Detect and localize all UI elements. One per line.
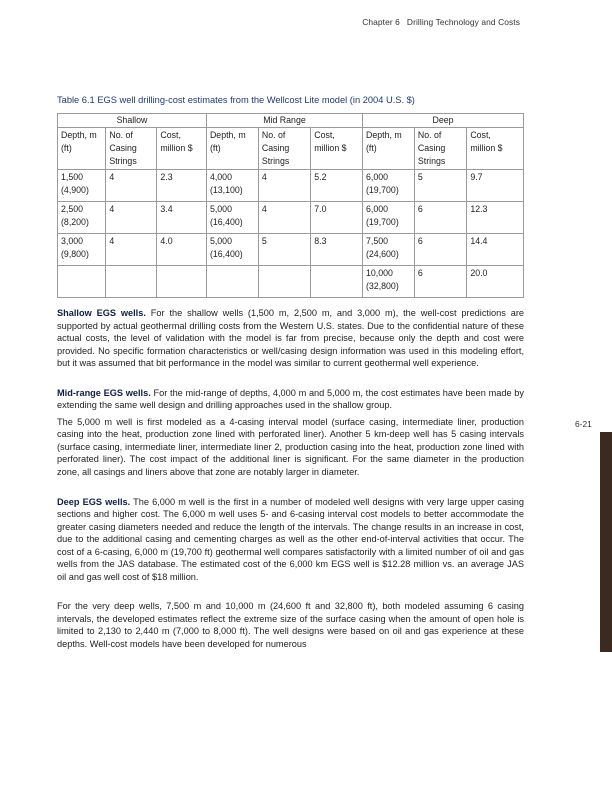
column-header-line: No. of	[417, 130, 442, 140]
column-header	[311, 128, 363, 170]
well-cost-table	[57, 113, 524, 298]
table-cell-line: 6	[417, 236, 423, 247]
table-cell-line: (8,200)	[61, 217, 89, 228]
table-cell	[157, 202, 207, 234]
table-cell-line: 5,000	[209, 204, 232, 215]
table-cell	[258, 234, 310, 266]
body-paragraph	[57, 600, 524, 650]
table-cell-line: 2.3	[160, 172, 173, 183]
column-header-line: Casing	[261, 142, 290, 153]
table-cell-line: 4	[109, 204, 115, 215]
column-header	[58, 128, 106, 170]
table-cell-line: 10,000	[365, 268, 393, 279]
column-header-line: million $	[314, 142, 347, 153]
table-caption: Table 6.1 EGS well drilling-cost estimates from the Wellcost Lite model (in 2004 U.S. $)	[57, 95, 415, 105]
paragraph-text: The 5,000 m well is first modeled as a 4-casing interval model (surface casing, intermediate liner, production casing into the heat, production zone lined with perforated liner). Another 5 km-deep well has 5 casing intervals (surface casing, intermediate liner, intermediate liner 2, production casing into the heat, production zone lined with perforated liner). The cost impact of the additional liner is significant. For the same diameter in the production zone, all casings and liners above that zone are notably larger in diameter.	[57, 416, 524, 478]
column-header	[362, 128, 414, 170]
column-header	[106, 128, 157, 170]
table-cell-line: (19,700)	[365, 217, 399, 228]
table-cell	[206, 266, 258, 298]
table-cell-line: (19,700)	[365, 185, 399, 196]
table-cell	[157, 234, 207, 266]
table-cell	[467, 202, 524, 234]
paragraph-text: For the shallow wells (1,500 m, 2,500 m, and 3,000 m), the well-cost predictions are supported by actual geothermal drilling costs from the Western U.S. states. Due to the confidential nature of these actual costs, the level of validation with the model is far from precise, because only the depth and cost were provided. No specific formation characteristics or well/casing design information was used in this modeling effort, but it was assumed that bit performance in the model was similar to current geothermal well experience.	[57, 308, 524, 369]
body-paragraph	[57, 416, 524, 479]
table-cell-line: 14.4	[470, 236, 488, 247]
table-cell	[58, 234, 106, 266]
table-cell-line: 5	[417, 172, 423, 183]
table-cell-line: 3,000	[61, 236, 84, 247]
table-cell	[258, 266, 310, 298]
column-header	[258, 128, 310, 170]
table-cell-line: 6,000	[365, 172, 388, 183]
table-cell-line: 7,500	[365, 236, 388, 247]
table-cell	[311, 234, 363, 266]
table-cell	[414, 266, 466, 298]
table-cell	[311, 170, 363, 202]
table-cell-line: 12.3	[470, 204, 488, 215]
column-header-line: Depth, m	[209, 130, 246, 140]
table-cell	[157, 266, 207, 298]
table-cell-line: (13,100)	[209, 185, 243, 196]
table-cell	[362, 266, 414, 298]
table-cell-line: 9.7	[470, 172, 483, 183]
table-row	[58, 170, 524, 202]
column-header-line: (ft)	[365, 142, 377, 153]
column-header-line: (ft)	[61, 142, 72, 153]
table-cell	[311, 202, 363, 234]
table-cell	[258, 202, 310, 234]
group-header-deep: Deep	[362, 114, 523, 128]
table-row	[58, 266, 524, 298]
table-cell	[206, 234, 258, 266]
column-header	[206, 128, 258, 170]
table-row	[58, 234, 524, 266]
column-header-line: No. of	[261, 130, 286, 140]
table-cell	[467, 170, 524, 202]
table-cell-line: (24,600)	[365, 249, 399, 260]
table-cell-line: 2,500	[61, 204, 84, 215]
table-cell	[414, 234, 466, 266]
table-cell	[58, 202, 106, 234]
table-cell	[106, 266, 157, 298]
table-cell-line: 1,500	[61, 172, 84, 183]
table-cell	[467, 266, 524, 298]
table-row	[58, 202, 524, 234]
body-paragraph	[57, 387, 524, 412]
table-cell	[58, 266, 106, 298]
paragraph-lead-in: Deep EGS wells.	[57, 496, 131, 507]
column-header-line: Depth, m	[365, 130, 402, 140]
table-cell-line: 5.2	[314, 172, 327, 183]
column-header-line: million $	[160, 142, 193, 153]
table-cell	[106, 202, 157, 234]
table-cell-line: 20.0	[470, 268, 488, 279]
table-cell-line: 4	[109, 172, 115, 183]
paragraph-text: The 6,000 m well is the first in a number of modeled well designs with very large upper casing sections and higher cost. The 6,000 m well uses 5- and 6-casing interval cost models to better accommodate the greater casing diameters needed and reduce the length of the intervals. The change results in an increase in cost, due to the additional casing and cementing charges as well as the other end-of-interval activities that occur. The cost of a 6-casing, 6,000 m (19,700 ft) geothermal well compares satisfactorily with a limited number of oil and gas wells from the JAS database. The estimated cost of the 6,000 km EGS well is $12.28 million vs. an average JAS oil and gas well cost of $18 million.	[57, 496, 524, 582]
table-cell-line: 6	[417, 268, 423, 279]
table-cell	[157, 170, 207, 202]
chapter-label: Chapter 6	[362, 17, 400, 27]
column-header-line: Strings	[261, 155, 290, 166]
body-paragraph	[57, 307, 524, 370]
table-cell-line: 6	[417, 204, 423, 215]
table-cell	[467, 234, 524, 266]
body-paragraph	[57, 496, 524, 584]
column-header-line: Casing	[417, 142, 446, 153]
running-head	[362, 17, 520, 27]
paragraph-lead-in: Mid-range EGS wells.	[57, 387, 151, 398]
page-number: 6-21	[575, 419, 592, 429]
table-cell	[311, 266, 363, 298]
table-cell-line: 4,000	[209, 172, 232, 183]
table-cell-line: (16,400)	[209, 249, 243, 260]
column-header	[414, 128, 466, 170]
table-cell	[258, 170, 310, 202]
table-cell	[362, 202, 414, 234]
table-cell-line: (16,400)	[209, 217, 243, 228]
table-cell-line: 5	[261, 236, 267, 247]
column-header-line: Strings	[417, 155, 446, 166]
paragraph-text: For the mid-range of depths, 4,000 m and 5,000 m, the cost estimates have been made by extending the same well design and drilling approaches used in the shallow group.	[57, 387, 524, 411]
column-header-line: million $	[470, 142, 503, 153]
column-header	[157, 128, 207, 170]
table-cell-line: (4,900)	[61, 185, 89, 196]
table-group-header-row	[58, 114, 524, 128]
table-cell-line: (9,800)	[61, 249, 89, 260]
column-header-line: Depth, m	[61, 130, 97, 140]
table-cell-line: 4	[261, 204, 267, 215]
table-cell	[362, 234, 414, 266]
table-cell-line: (32,800)	[365, 281, 399, 292]
table-cell	[362, 170, 414, 202]
table-cell-line: 4.0	[160, 236, 173, 247]
chapter-title: Drilling Technology and Costs	[406, 17, 520, 27]
column-header-line: Cost,	[314, 130, 335, 140]
column-header-line: Cost,	[160, 130, 181, 140]
table-cell-line: 7.0	[314, 204, 327, 215]
table-cell-line: 8.3	[314, 236, 327, 247]
table-cell	[414, 202, 466, 234]
group-header-mid-range: Mid Range	[206, 114, 362, 128]
table-body	[58, 170, 524, 298]
table-cell	[206, 170, 258, 202]
table-cell-line: 4	[109, 236, 115, 247]
paragraph-lead-in: Shallow EGS wells.	[57, 308, 146, 318]
table-cell	[206, 202, 258, 234]
table-cell-line: 6,000	[365, 204, 388, 215]
column-header-line: No. of	[109, 130, 133, 140]
paragraph-text: For the very deep wells, 7,500 m and 10,000 m (24,600 ft and 32,800 ft), both modeled assuming 6 casing intervals, the developed estimates reflect the extreme size of the surface casing when the amount of open hole is limited to 2,130 to 2,440 m (7,000 to 8,000 ft). The well designs were based on oil and gas experience at these depths. Well-cost models have been developed for numerous	[57, 601, 524, 650]
column-header-line: Casing	[109, 142, 137, 153]
column-header-line: Strings	[109, 155, 137, 166]
table-cell	[58, 170, 106, 202]
table-cell	[414, 170, 466, 202]
column-header	[467, 128, 524, 170]
body-text	[57, 307, 524, 668]
table-cell-line: 5,000	[209, 236, 232, 247]
column-header-line: Cost,	[470, 130, 491, 140]
table-cell	[106, 234, 157, 266]
table-cell-line: 4	[261, 172, 267, 183]
column-header-line: (ft)	[209, 142, 221, 153]
group-header-shallow: Shallow	[58, 114, 207, 128]
table-cell-line: 3.4	[160, 204, 173, 215]
table-column-header-row	[58, 128, 524, 170]
table-cell	[106, 170, 157, 202]
chapter-side-tab	[600, 432, 612, 652]
